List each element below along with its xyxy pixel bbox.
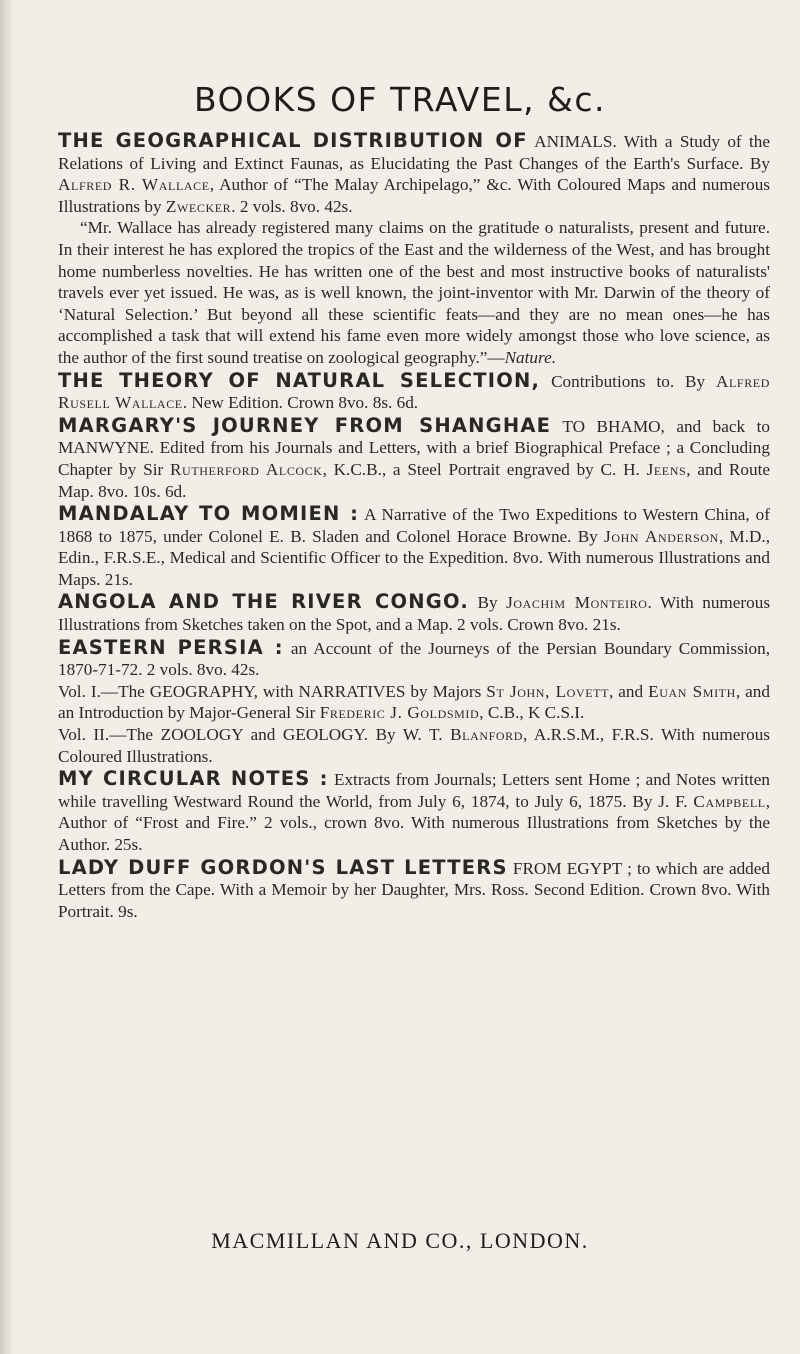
book-author: John Anderson [604,526,719,546]
book-description: Contributions to. By [551,371,706,391]
book-description-cont: . New Edition. Crown 8vo. 8s. 6d. [182,393,419,413]
page-edge-shadow [0,0,14,1354]
volume-two [58,724,770,767]
book-author: Alfred Rusell Wallace [58,371,771,413]
book-entry-duff-gordon-letters [58,857,770,923]
volume-text: , A.R.S.M., F.R.S. With numerous Coloured Illustrations. [58,725,770,766]
book-author: Rutherford Alcock [169,459,323,479]
book-description: By [477,593,498,613]
book-entry-angola-congo [58,591,770,635]
book-title: LADY DUFF GORDON'S LAST LETTERS [58,855,508,879]
volume-text: , and [609,681,644,701]
page-heading: BOOKS OF TRAVEL, &c. [194,80,606,119]
book-description-cont: , Author of “The Malay Archipelago,” &c. With Coloured Maps and numerous Illustrations by [58,175,770,216]
book-title: EASTERN PERSIA : [58,635,284,659]
book-description: an Account of the Journeys of the Persian Boundary Commission, 1870-71-72. 2 vols. 8vo. 42s. [58,638,771,680]
book-entry-geographical-distribution [58,130,770,369]
book-description-cont: , Author of “Frost and Fire.” 2 vols., crown 8vo. With numerous Illustrations from Sketches by the Author. 25s. [58,791,770,854]
book-illustrator: Zwecker [165,196,232,216]
book-price: , and Route Map. 8vo. 10s. 6d. [58,459,770,501]
book-author: Alfred R. Wallace [58,175,210,195]
volume-author: Frederic J. Goldsmid [319,703,480,723]
book-entry-natural-selection [58,370,770,414]
volume-text: Vol. II.—The ZOOLOGY and GEOLOGY. By W. T. [58,725,443,745]
book-description: ANIMALS. With a Study of the Relations of Living and Extinct Faunas, as Elucidating the Past Changes of the Earth's Surface. By [58,132,770,173]
book-entry-mandalay-to-momien [58,503,770,590]
volume-text: Vol. I.—The GEOGRAPHY, with NARRATIVES by Majors [58,681,482,701]
book-author: Joachim Monteiro [506,593,648,613]
book-engraver: Jeens [646,459,687,479]
volume-text: , and an Introduction by Major-General Sir [58,681,770,723]
review-quote [58,217,770,368]
book-title: MARGARY'S JOURNEY FROM SHANGHAE [58,413,552,437]
volume-author: Euan Smith [648,681,736,701]
book-entry-margary-journey [58,415,770,502]
quote-source: Nature. [504,347,556,367]
book-title: THE GEOGRAPHICAL DISTRIBUTION OF [58,129,528,152]
volume-one [58,681,770,724]
book-title: MY CIRCULAR NOTES : [58,767,329,791]
book-description-cont: , K.C.B., a Steel Portrait engraved by C. H. [322,459,640,479]
book-title: ANGOLA AND THE RIVER CONGO. [58,590,469,614]
book-description-cont: , M.D., Edin., F.R.S.E., Medical and Scientific Officer to the Expedition. 8vo. With numerous Illustrations and Maps. 21s. [58,526,771,589]
book-price: . 2 vols. 8vo. 42s. [231,196,353,216]
book-title: MANDALAY TO MOMIEN : [58,502,360,526]
book-description-cont: . With numerous Illustrations from Sketches taken on the Spot, and a Map. 2 vols. Crown 8vo. 21s. [58,593,771,635]
book-description: Extracts from Journals; Letters sent Home ; and Notes written while travelling Westward Round the World, from July 6, 1874, to July 6, 1875. By J. F. [58,770,770,811]
volume-text: , C.B., K C.S.I. [479,703,585,723]
publisher-imprint: MACMILLAN AND CO., LONDON. [211,1228,589,1253]
book-title: THE THEORY OF NATURAL SELECTION, [58,368,541,392]
book-description: FROM EGYPT ; to which are added Letters from the Cape. With a Memoir by her Daughter, Mrs. Ross. Second Edition. Crown 8vo. With Portrait. 9s. [58,858,770,921]
book-author: Campbell [693,791,766,811]
book-list [58,130,770,923]
quote-text: “Mr. Wallace has already registered many claims on the gratitude o naturalists, present and future. In their interest he has explored the tropics of the East and the wilderness of the West, and has brought home numberless novelties. He has written one of the best and most instructive books of naturalists' travels ever yet issued. He was, as is well known, the joint-inventor with Mr. Darwin of the theory of ‘Natural Selection.’ But beyond all these scientific feats—and they are no mean ones—he has accomplished a task that will extend his fame even more widely amongst those who love science, as the author of the first sound treatise on zoological geography.”— [58,218,770,367]
volume-author: St John, Lovett [486,681,609,701]
book-description: A Narrative of the Two Expeditions to Western China, of 1868 to 1875, under Colonel E. B. Sladen and Colonel Horace Browne. By [58,505,770,546]
book-entry-eastern-persia [58,637,770,768]
volume-author: Blanford [450,725,524,745]
book-description: TO BHAMO, and back to MANWYNE. Edited from his Journals and Letters, with a brief Biographical Preface ; a Concluding Chapter by Sir [58,416,770,479]
book-entry-circular-notes [58,768,770,855]
